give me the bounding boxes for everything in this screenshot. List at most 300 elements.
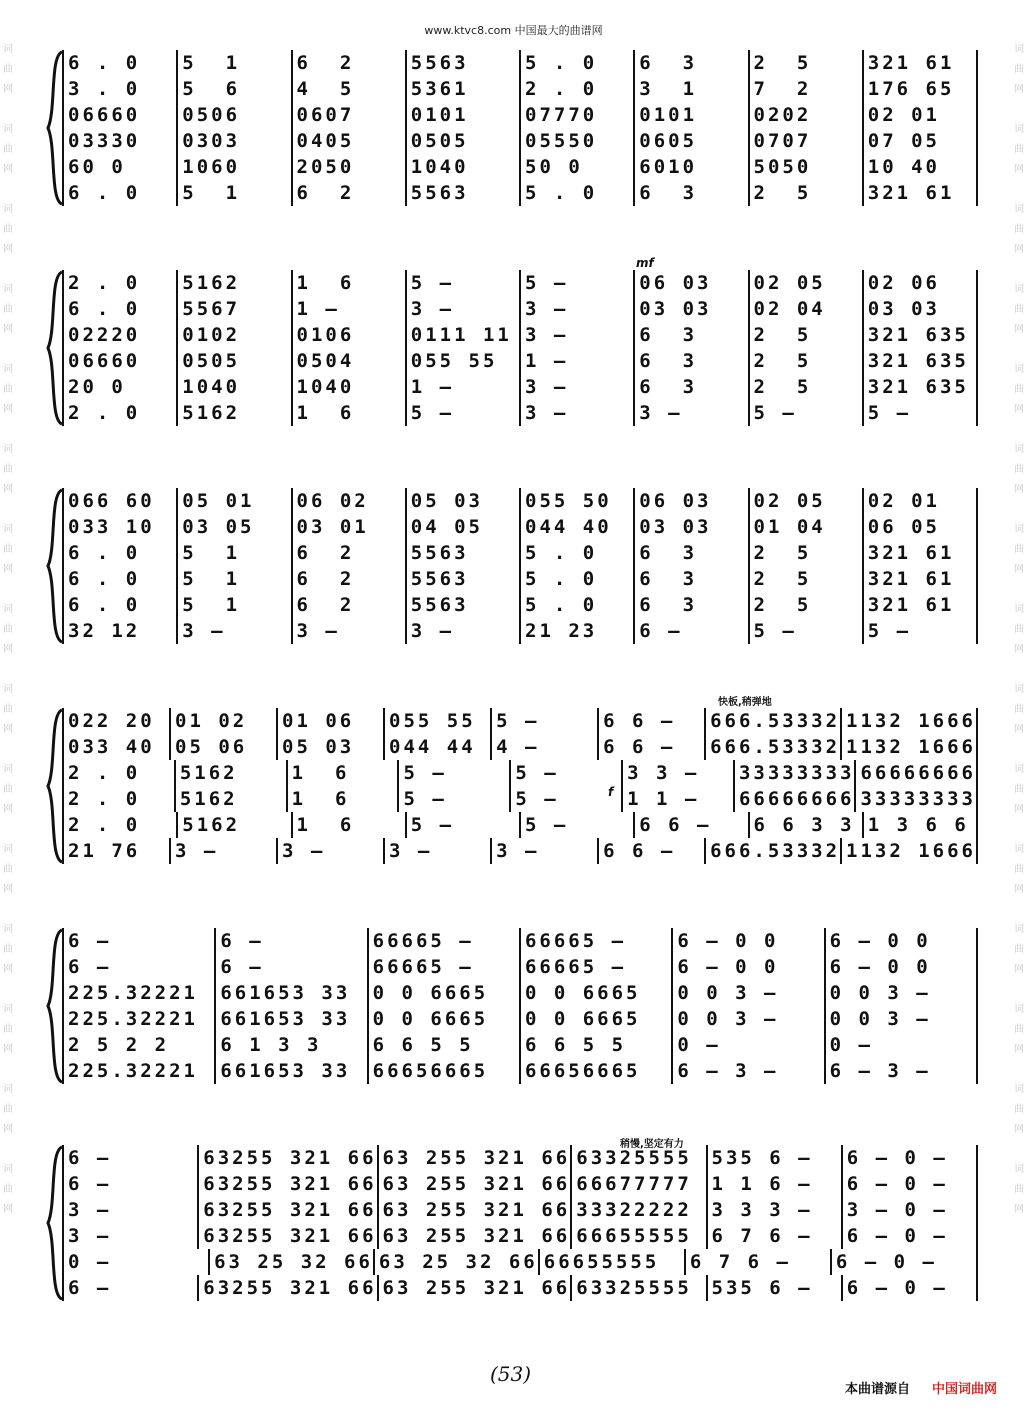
measure: 0 0 6665 bbox=[367, 1006, 519, 1032]
measure: 3 — bbox=[633, 400, 747, 426]
measure: 5563 bbox=[405, 566, 519, 592]
measure: 02 04 bbox=[748, 296, 862, 322]
measure: 7 2 bbox=[748, 76, 862, 102]
measure: 055 50 bbox=[519, 488, 633, 514]
voice-row bbox=[62, 400, 978, 426]
source-credit bbox=[845, 1378, 997, 1397]
voice-row bbox=[62, 1145, 978, 1171]
measure: 225.32221 bbox=[62, 1058, 214, 1084]
measure: 0111 11 bbox=[405, 322, 519, 348]
watermark-right: 词 曲 网 词 曲 网 词 曲 网 词 曲 网 词 曲 网 词 曲 网 词 曲 网 词 曲 网 词 曲 网 词 曲 网 词 曲 网 词 曲 网 词 曲 网 词 曲 网 词 曲 网 bbox=[1014, 44, 1024, 1215]
measure: 055 55 bbox=[383, 708, 490, 734]
measure: 66665 — bbox=[519, 928, 671, 954]
measure: 10 40 bbox=[862, 154, 978, 180]
measure: 3 — bbox=[405, 296, 519, 322]
measure: 6 2 bbox=[291, 566, 405, 592]
measure: 03 05 bbox=[176, 514, 290, 540]
measure: 6 — 3 — bbox=[671, 1058, 823, 1084]
measure: 6 — 0 — bbox=[841, 1171, 978, 1197]
measure: 1 1 — bbox=[621, 786, 733, 812]
voice-row bbox=[62, 1275, 978, 1301]
measure: 05550 bbox=[519, 128, 633, 154]
measure: 1 6 bbox=[291, 270, 405, 296]
measure: 6 6 — bbox=[597, 708, 704, 734]
measure: 6 — 0 — bbox=[841, 1223, 978, 1249]
measure: 5 — bbox=[397, 760, 509, 786]
measure: 5 — bbox=[509, 786, 621, 812]
measure: 0 0 3 — bbox=[671, 1006, 823, 1032]
measure: 3 3 — bbox=[621, 760, 733, 786]
measure: 06660 bbox=[62, 102, 176, 128]
measure: 6 — 0 0 bbox=[824, 954, 978, 980]
measure: 06 02 bbox=[291, 488, 405, 514]
measure: 1 — bbox=[519, 348, 633, 374]
measure: 2 5 bbox=[748, 374, 862, 400]
measure: 50 0 bbox=[519, 154, 633, 180]
voice-row bbox=[62, 708, 978, 734]
score-system bbox=[48, 708, 978, 864]
measure: 6 — 0 — bbox=[841, 1275, 978, 1301]
measure: 6 3 bbox=[633, 180, 747, 206]
measure: 661653 33 bbox=[214, 1006, 366, 1032]
measure: 04 05 bbox=[405, 514, 519, 540]
measure: 0505 bbox=[405, 128, 519, 154]
dynamic-mark-mf: mf bbox=[636, 256, 654, 270]
measure: 5 . 0 bbox=[519, 50, 633, 76]
measure: 6 3 bbox=[633, 566, 747, 592]
measure: 06 05 bbox=[862, 514, 978, 540]
measure: 03 01 bbox=[291, 514, 405, 540]
measure: 02 05 bbox=[748, 488, 862, 514]
measure: 33322222 bbox=[570, 1197, 705, 1223]
measure: 1040 bbox=[176, 374, 290, 400]
voice-row bbox=[62, 296, 978, 322]
measure: 5 — bbox=[862, 618, 978, 644]
measure: 63255 321 66 bbox=[197, 1145, 376, 1171]
measure: 1 6 bbox=[286, 760, 398, 786]
measure: 6 2 bbox=[291, 180, 405, 206]
measure: 6 7 6 — bbox=[684, 1249, 830, 1275]
measure: 0 0 3 — bbox=[671, 980, 823, 1006]
measure: 5 . 0 bbox=[519, 180, 633, 206]
measure: 5361 bbox=[405, 76, 519, 102]
measure: 02220 bbox=[62, 322, 176, 348]
measure: 321 61 bbox=[862, 566, 978, 592]
measure: 2 5 bbox=[748, 566, 862, 592]
voice-row bbox=[62, 270, 978, 296]
measure: 5 — bbox=[405, 400, 519, 426]
measure: 6 3 bbox=[633, 322, 747, 348]
measure: 661653 33 bbox=[214, 980, 366, 1006]
measure: 63 25 32 66 bbox=[373, 1249, 538, 1275]
measure: 66677777 bbox=[570, 1171, 705, 1197]
measure: 6 6 — bbox=[633, 812, 747, 838]
measure: 05 01 bbox=[176, 488, 290, 514]
measure: 02 05 bbox=[748, 270, 862, 296]
measure: 1132 1666 bbox=[840, 838, 978, 864]
measure: 2050 bbox=[291, 154, 405, 180]
measure: 225.32221 bbox=[62, 980, 214, 1006]
measure: 321 61 bbox=[862, 50, 978, 76]
measure: 3 — bbox=[519, 400, 633, 426]
measure: 4 — bbox=[490, 734, 597, 760]
voice-row bbox=[62, 154, 978, 180]
measure: 66655555 bbox=[538, 1249, 684, 1275]
measure: 0505 bbox=[176, 348, 290, 374]
measure: 225.32221 bbox=[62, 1006, 214, 1032]
measure: 5563 bbox=[405, 50, 519, 76]
measure: 044 40 bbox=[519, 514, 633, 540]
measure: 2 . 0 bbox=[62, 400, 176, 426]
measure: 21 76 bbox=[62, 838, 169, 864]
measure: 6 . 0 bbox=[62, 566, 176, 592]
measure: 535 6 — bbox=[706, 1145, 841, 1171]
measure: 5 1 bbox=[176, 540, 290, 566]
measure: 6 6 — bbox=[597, 734, 704, 760]
measure: 5162 bbox=[176, 812, 290, 838]
measure: 0405 bbox=[291, 128, 405, 154]
measure: 5563 bbox=[405, 540, 519, 566]
voice-row bbox=[62, 1223, 978, 1249]
voice-row bbox=[62, 76, 978, 102]
measure: 66665 — bbox=[367, 954, 519, 980]
measure: 32 12 bbox=[62, 618, 176, 644]
score-system bbox=[48, 928, 978, 1084]
measure: 055 55 bbox=[405, 348, 519, 374]
measure: 6 . 0 bbox=[62, 180, 176, 206]
measure: 3 — 0 — bbox=[841, 1197, 978, 1223]
measure: 3 — bbox=[519, 296, 633, 322]
measure: 6 — bbox=[633, 618, 747, 644]
measure: 03 03 bbox=[633, 514, 747, 540]
measure: 6 3 bbox=[633, 540, 747, 566]
measure: 63325555 bbox=[570, 1145, 705, 1171]
measure: 03 03 bbox=[633, 296, 747, 322]
measure: 666.53332 bbox=[704, 708, 840, 734]
measure: 6 6 5 5 bbox=[367, 1032, 519, 1058]
measure: 66666666 bbox=[854, 760, 978, 786]
measure: 0 — bbox=[824, 1032, 978, 1058]
measure: 3 — bbox=[383, 838, 490, 864]
measure: 63 255 321 66 bbox=[377, 1171, 571, 1197]
measure: 6 — bbox=[62, 954, 214, 980]
voice-row bbox=[62, 180, 978, 206]
measure: 0 — bbox=[671, 1032, 823, 1058]
voice-row bbox=[62, 102, 978, 128]
measure: 666.53332 bbox=[704, 838, 840, 864]
measure: 66666666 bbox=[733, 786, 855, 812]
measure: 63 255 321 66 bbox=[377, 1275, 571, 1301]
measure: 321 61 bbox=[862, 592, 978, 618]
measure: 3 — bbox=[490, 838, 597, 864]
measure: 1040 bbox=[291, 374, 405, 400]
measure: 66656665 bbox=[519, 1058, 671, 1084]
measure: 6 — bbox=[62, 1171, 197, 1197]
measure: 66656665 bbox=[367, 1058, 519, 1084]
measure: 3 — bbox=[62, 1197, 197, 1223]
measure: 5162 bbox=[174, 760, 286, 786]
measure: 0 0 6665 bbox=[519, 1006, 671, 1032]
measure: 63 25 32 66 bbox=[208, 1249, 373, 1275]
measure: 1 — bbox=[405, 374, 519, 400]
measure: 033 10 bbox=[62, 514, 176, 540]
measure: 1040 bbox=[405, 154, 519, 180]
measure: 6 2 bbox=[291, 592, 405, 618]
voice-row bbox=[62, 1006, 978, 1032]
measure: 03330 bbox=[62, 128, 176, 154]
measure: 5563 bbox=[405, 592, 519, 618]
tempo-mark-fast: 快板,稍弹地 bbox=[718, 697, 772, 708]
measure: 2 5 2 2 bbox=[62, 1032, 214, 1058]
voice-row bbox=[62, 1058, 978, 1084]
measure: 044 44 bbox=[383, 734, 490, 760]
voice-row bbox=[62, 128, 978, 154]
measure: 66665 — bbox=[367, 928, 519, 954]
site-header: www.ktvc8.com 中国最大的曲谱网 bbox=[424, 24, 603, 37]
measure: 0 0 6665 bbox=[519, 980, 671, 1006]
score-system bbox=[48, 488, 978, 644]
measure: 6 3 bbox=[633, 374, 747, 400]
measure: 5 . 0 bbox=[519, 540, 633, 566]
measure: 6 — bbox=[214, 954, 366, 980]
measure: 01 02 bbox=[169, 708, 276, 734]
measure: 1132 1666 bbox=[840, 708, 978, 734]
voice-row bbox=[62, 786, 978, 812]
measure: 2 5 bbox=[748, 322, 862, 348]
measure: 0101 bbox=[405, 102, 519, 128]
measure: 1 6 bbox=[291, 812, 405, 838]
voice-row bbox=[62, 734, 978, 760]
measure: 6 6 5 5 bbox=[519, 1032, 671, 1058]
measure: 6 — 0 — bbox=[841, 1145, 978, 1171]
measure: 2 5 bbox=[748, 50, 862, 76]
measure: 5563 bbox=[405, 180, 519, 206]
measure: 07 05 bbox=[862, 128, 978, 154]
measure: 6 6 3 3 bbox=[748, 812, 862, 838]
measure: 6 . 0 bbox=[62, 592, 176, 618]
measure: 2 5 bbox=[748, 180, 862, 206]
measure: 6 — 0 — bbox=[830, 1249, 978, 1275]
measure: 5162 bbox=[174, 786, 286, 812]
measure: 0102 bbox=[176, 322, 290, 348]
measure: 1 1 6 — bbox=[706, 1171, 841, 1197]
system-voices bbox=[62, 270, 978, 426]
measure: 0707 bbox=[748, 128, 862, 154]
measure: 0 0 6665 bbox=[367, 980, 519, 1006]
measure: 1 6 bbox=[291, 400, 405, 426]
measure: 033 40 bbox=[62, 734, 169, 760]
measure: 1060 bbox=[176, 154, 290, 180]
measure: 4 5 bbox=[291, 76, 405, 102]
measure: 6 6 — bbox=[597, 838, 704, 864]
voice-row bbox=[62, 812, 978, 838]
measure: 05 03 bbox=[405, 488, 519, 514]
measure: 0 — bbox=[62, 1249, 208, 1275]
measure: 6 1 3 3 bbox=[214, 1032, 366, 1058]
measure: 5162 bbox=[176, 400, 290, 426]
measure: 5 1 bbox=[176, 180, 290, 206]
measure: 5 . 0 bbox=[519, 566, 633, 592]
measure: 0506 bbox=[176, 102, 290, 128]
measure: 0202 bbox=[748, 102, 862, 128]
measure: 2 . 0 bbox=[62, 786, 174, 812]
measure: 66655555 bbox=[570, 1223, 705, 1249]
measure: 2 . 0 bbox=[62, 812, 176, 838]
measure: 2 5 bbox=[748, 540, 862, 566]
measure: 5567 bbox=[176, 296, 290, 322]
measure: 0605 bbox=[633, 128, 747, 154]
measure: 2 5 bbox=[748, 592, 862, 618]
measure: 5 — bbox=[748, 400, 862, 426]
measure: 3 — bbox=[405, 618, 519, 644]
measure: 6 — 0 0 bbox=[671, 928, 823, 954]
measure: 321 61 bbox=[862, 540, 978, 566]
measure: 33333333 bbox=[733, 760, 855, 786]
measure: 0607 bbox=[291, 102, 405, 128]
voice-row bbox=[62, 514, 978, 540]
measure: 01 04 bbox=[748, 514, 862, 540]
measure: 6 — bbox=[214, 928, 366, 954]
measure: 6 3 bbox=[633, 592, 747, 618]
source-label: 本曲谱源自 bbox=[844, 1382, 910, 1397]
measure: 3 — bbox=[519, 322, 633, 348]
voice-row bbox=[62, 618, 978, 644]
measure: 6 3 bbox=[633, 50, 747, 76]
measure: 06 03 bbox=[633, 270, 747, 296]
measure: 5 — bbox=[519, 812, 633, 838]
measure: 6 — bbox=[62, 1275, 197, 1301]
measure: 03 03 bbox=[862, 296, 978, 322]
measure: 02 01 bbox=[862, 102, 978, 128]
measure: 3 1 bbox=[633, 76, 747, 102]
measure: 6 . 0 bbox=[62, 540, 176, 566]
voice-row bbox=[62, 1197, 978, 1223]
system-voices bbox=[62, 708, 978, 864]
measure: 176 65 bbox=[862, 76, 978, 102]
measure: 2 . 0 bbox=[62, 760, 174, 786]
measure: 1 — bbox=[291, 296, 405, 322]
measure: 3 3 3 — bbox=[706, 1197, 841, 1223]
voice-row bbox=[62, 1032, 978, 1058]
measure: 3 — bbox=[276, 838, 383, 864]
measure: 535 6 — bbox=[706, 1275, 841, 1301]
measure: 6 3 bbox=[633, 348, 747, 374]
measure: 07770 bbox=[519, 102, 633, 128]
measure: 5 1 bbox=[176, 566, 290, 592]
measure: 02 06 bbox=[862, 270, 978, 296]
measure: 6 — 3 — bbox=[824, 1058, 978, 1084]
measure: 63325555 bbox=[570, 1275, 705, 1301]
system-voices bbox=[62, 50, 978, 206]
measure: 3 — bbox=[176, 618, 290, 644]
measure: 6 — 0 0 bbox=[671, 954, 823, 980]
measure: 6 . 0 bbox=[62, 50, 176, 76]
tempo-mark-slow: 稍慢,坚定有力 bbox=[620, 1139, 684, 1150]
measure: 3 . 0 bbox=[62, 76, 176, 102]
system-voices bbox=[62, 488, 978, 644]
measure: 5 6 bbox=[176, 76, 290, 102]
voice-row bbox=[62, 1249, 978, 1275]
measure: 5 — bbox=[397, 786, 509, 812]
measure: 066 60 bbox=[62, 488, 176, 514]
measure: 5 — bbox=[862, 400, 978, 426]
measure: 63255 321 66 bbox=[197, 1223, 376, 1249]
source-brand: 中国词曲网 bbox=[931, 1382, 997, 1397]
measure: 0303 bbox=[176, 128, 290, 154]
measure: 6 2 bbox=[291, 50, 405, 76]
measure: 2 . 0 bbox=[62, 270, 176, 296]
measure: 63 255 321 66 bbox=[377, 1197, 571, 1223]
measure: 5 — bbox=[490, 708, 597, 734]
measure: 3 — bbox=[169, 838, 276, 864]
measure: 01 06 bbox=[276, 708, 383, 734]
measure: 1 6 bbox=[286, 786, 398, 812]
measure: 1132 1666 bbox=[840, 734, 978, 760]
measure: 60 0 bbox=[62, 154, 176, 180]
watermark-left: 词 曲 网 词 曲 网 词 曲 网 词 曲 网 词 曲 网 词 曲 网 词 曲 网 词 曲 网 词 曲 网 词 曲 网 词 曲 网 词 曲 网 词 曲 网 词 曲 网 词 曲 网 bbox=[3, 44, 13, 1215]
measure: 022 20 bbox=[62, 708, 169, 734]
measure: 21 23 bbox=[519, 618, 633, 644]
measure: 06660 bbox=[62, 348, 176, 374]
measure: 6 7 6 — bbox=[706, 1223, 841, 1249]
voice-row bbox=[62, 374, 978, 400]
voice-row bbox=[62, 348, 978, 374]
score-system bbox=[48, 1145, 978, 1301]
voice-row bbox=[62, 50, 978, 76]
measure: 321 61 bbox=[862, 180, 978, 206]
measure: 6 — bbox=[62, 1145, 197, 1171]
measure: 6010 bbox=[633, 154, 747, 180]
voice-row bbox=[62, 760, 978, 786]
measure: 0 0 3 — bbox=[824, 980, 978, 1006]
measure: 05 03 bbox=[276, 734, 383, 760]
measure: 0106 bbox=[291, 322, 405, 348]
measure: 666.53332 bbox=[704, 734, 840, 760]
measure: 5050 bbox=[748, 154, 862, 180]
measure: 0504 bbox=[291, 348, 405, 374]
measure: 0 0 3 — bbox=[824, 1006, 978, 1032]
system-voices bbox=[62, 928, 978, 1084]
measure: 06 03 bbox=[633, 488, 747, 514]
voice-row bbox=[62, 1171, 978, 1197]
measure: 6 — bbox=[62, 928, 214, 954]
measure: 6 — 0 0 bbox=[824, 928, 978, 954]
measure: 5 1 bbox=[176, 50, 290, 76]
measure: 5 — bbox=[405, 812, 519, 838]
measure: 63255 321 66 bbox=[197, 1197, 376, 1223]
measure: 3 — bbox=[62, 1223, 197, 1249]
measure: 5 — bbox=[748, 618, 862, 644]
voice-row bbox=[62, 592, 978, 618]
measure: 63 255 321 66 bbox=[377, 1145, 571, 1171]
measure: 661653 33 bbox=[214, 1058, 366, 1084]
voice-row bbox=[62, 540, 978, 566]
page-number: (53) bbox=[490, 1362, 532, 1386]
measure: 5162 bbox=[176, 270, 290, 296]
measure: 66665 — bbox=[519, 954, 671, 980]
measure: 02 01 bbox=[862, 488, 978, 514]
measure: 63255 321 66 bbox=[197, 1275, 376, 1301]
measure: 3 — bbox=[291, 618, 405, 644]
measure: 05 06 bbox=[169, 734, 276, 760]
measure: 6 . 0 bbox=[62, 296, 176, 322]
measure: 6 2 bbox=[291, 540, 405, 566]
voice-row bbox=[62, 566, 978, 592]
voice-row bbox=[62, 838, 978, 864]
measure: 321 635 bbox=[862, 348, 978, 374]
measure: 5 . 0 bbox=[519, 592, 633, 618]
measure: 5 — bbox=[405, 270, 519, 296]
